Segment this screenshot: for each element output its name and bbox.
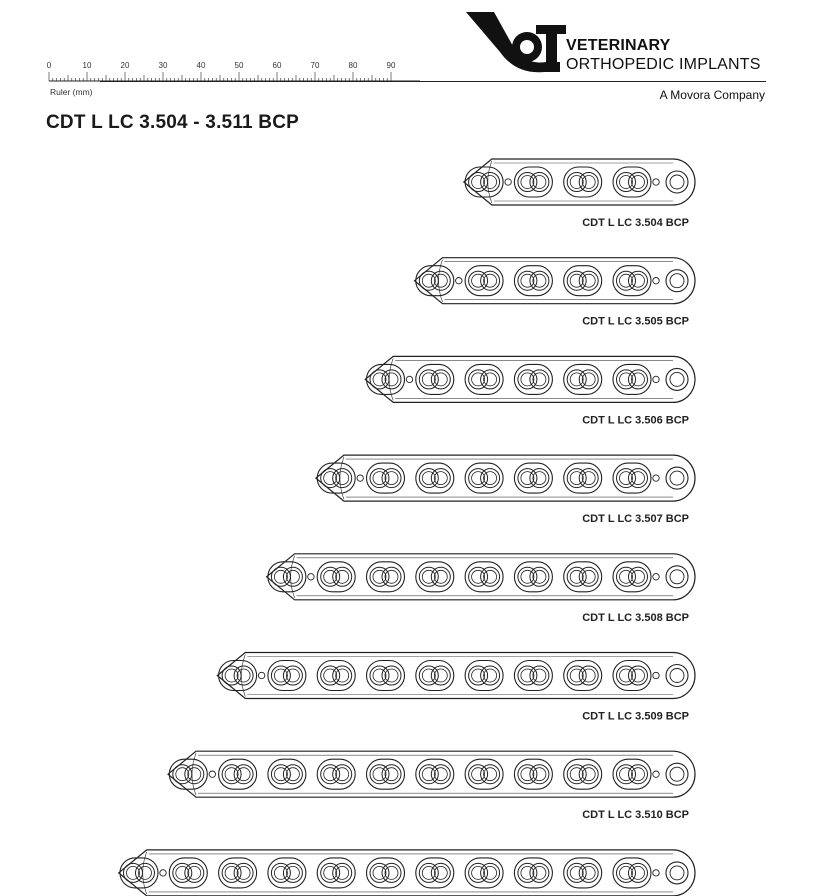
- page-title: CDT L LC 3.504 - 3.511 BCP: [46, 112, 299, 133]
- ruler-tick-label: 90: [386, 61, 396, 70]
- ruler-tick-label: 30: [158, 61, 168, 70]
- ruler-tick-label: 20: [120, 61, 130, 70]
- plate-label: CDT L LC 3.506 BCP: [582, 414, 689, 427]
- plate-8: [119, 850, 695, 896]
- plate-7: [168, 751, 695, 821]
- plate-3: [365, 356, 695, 426]
- brand-line-2: ORTHOPEDIC IMPLANTS: [566, 56, 761, 73]
- company-tagline: A Movora Company: [659, 88, 765, 102]
- plate-2: [415, 258, 696, 328]
- plate-label: CDT L LC 3.510 BCP: [582, 809, 689, 822]
- plate-label: CDT L LC 3.504 BCP: [582, 217, 689, 229]
- plate-6: [217, 653, 695, 723]
- plate-1: [464, 159, 695, 229]
- ruler-tick-label: 40: [196, 61, 206, 70]
- plate-5: [267, 554, 695, 624]
- plate-label: CDT L LC 3.507 BCP: [582, 513, 689, 526]
- plate-4: [316, 455, 695, 525]
- ruler-tick-label: 70: [310, 61, 320, 70]
- plate-label: CDT L LC 3.509 BCP: [582, 710, 689, 723]
- ruler-tick-label: 0: [46, 61, 52, 70]
- plate-label: CDT L LC 3.505 BCP: [582, 315, 689, 328]
- brand-line-1: VETERINARY: [566, 37, 671, 54]
- ruler-tick-label: 50: [234, 61, 244, 70]
- ruler-tick-label: 10: [82, 61, 92, 70]
- plate-label: CDT L LC 3.508 BCP: [582, 611, 689, 624]
- ruler-tick-label: 60: [272, 61, 282, 70]
- ruler-caption: Ruler (mm): [50, 87, 93, 97]
- ruler-tick-label: 80: [348, 61, 358, 70]
